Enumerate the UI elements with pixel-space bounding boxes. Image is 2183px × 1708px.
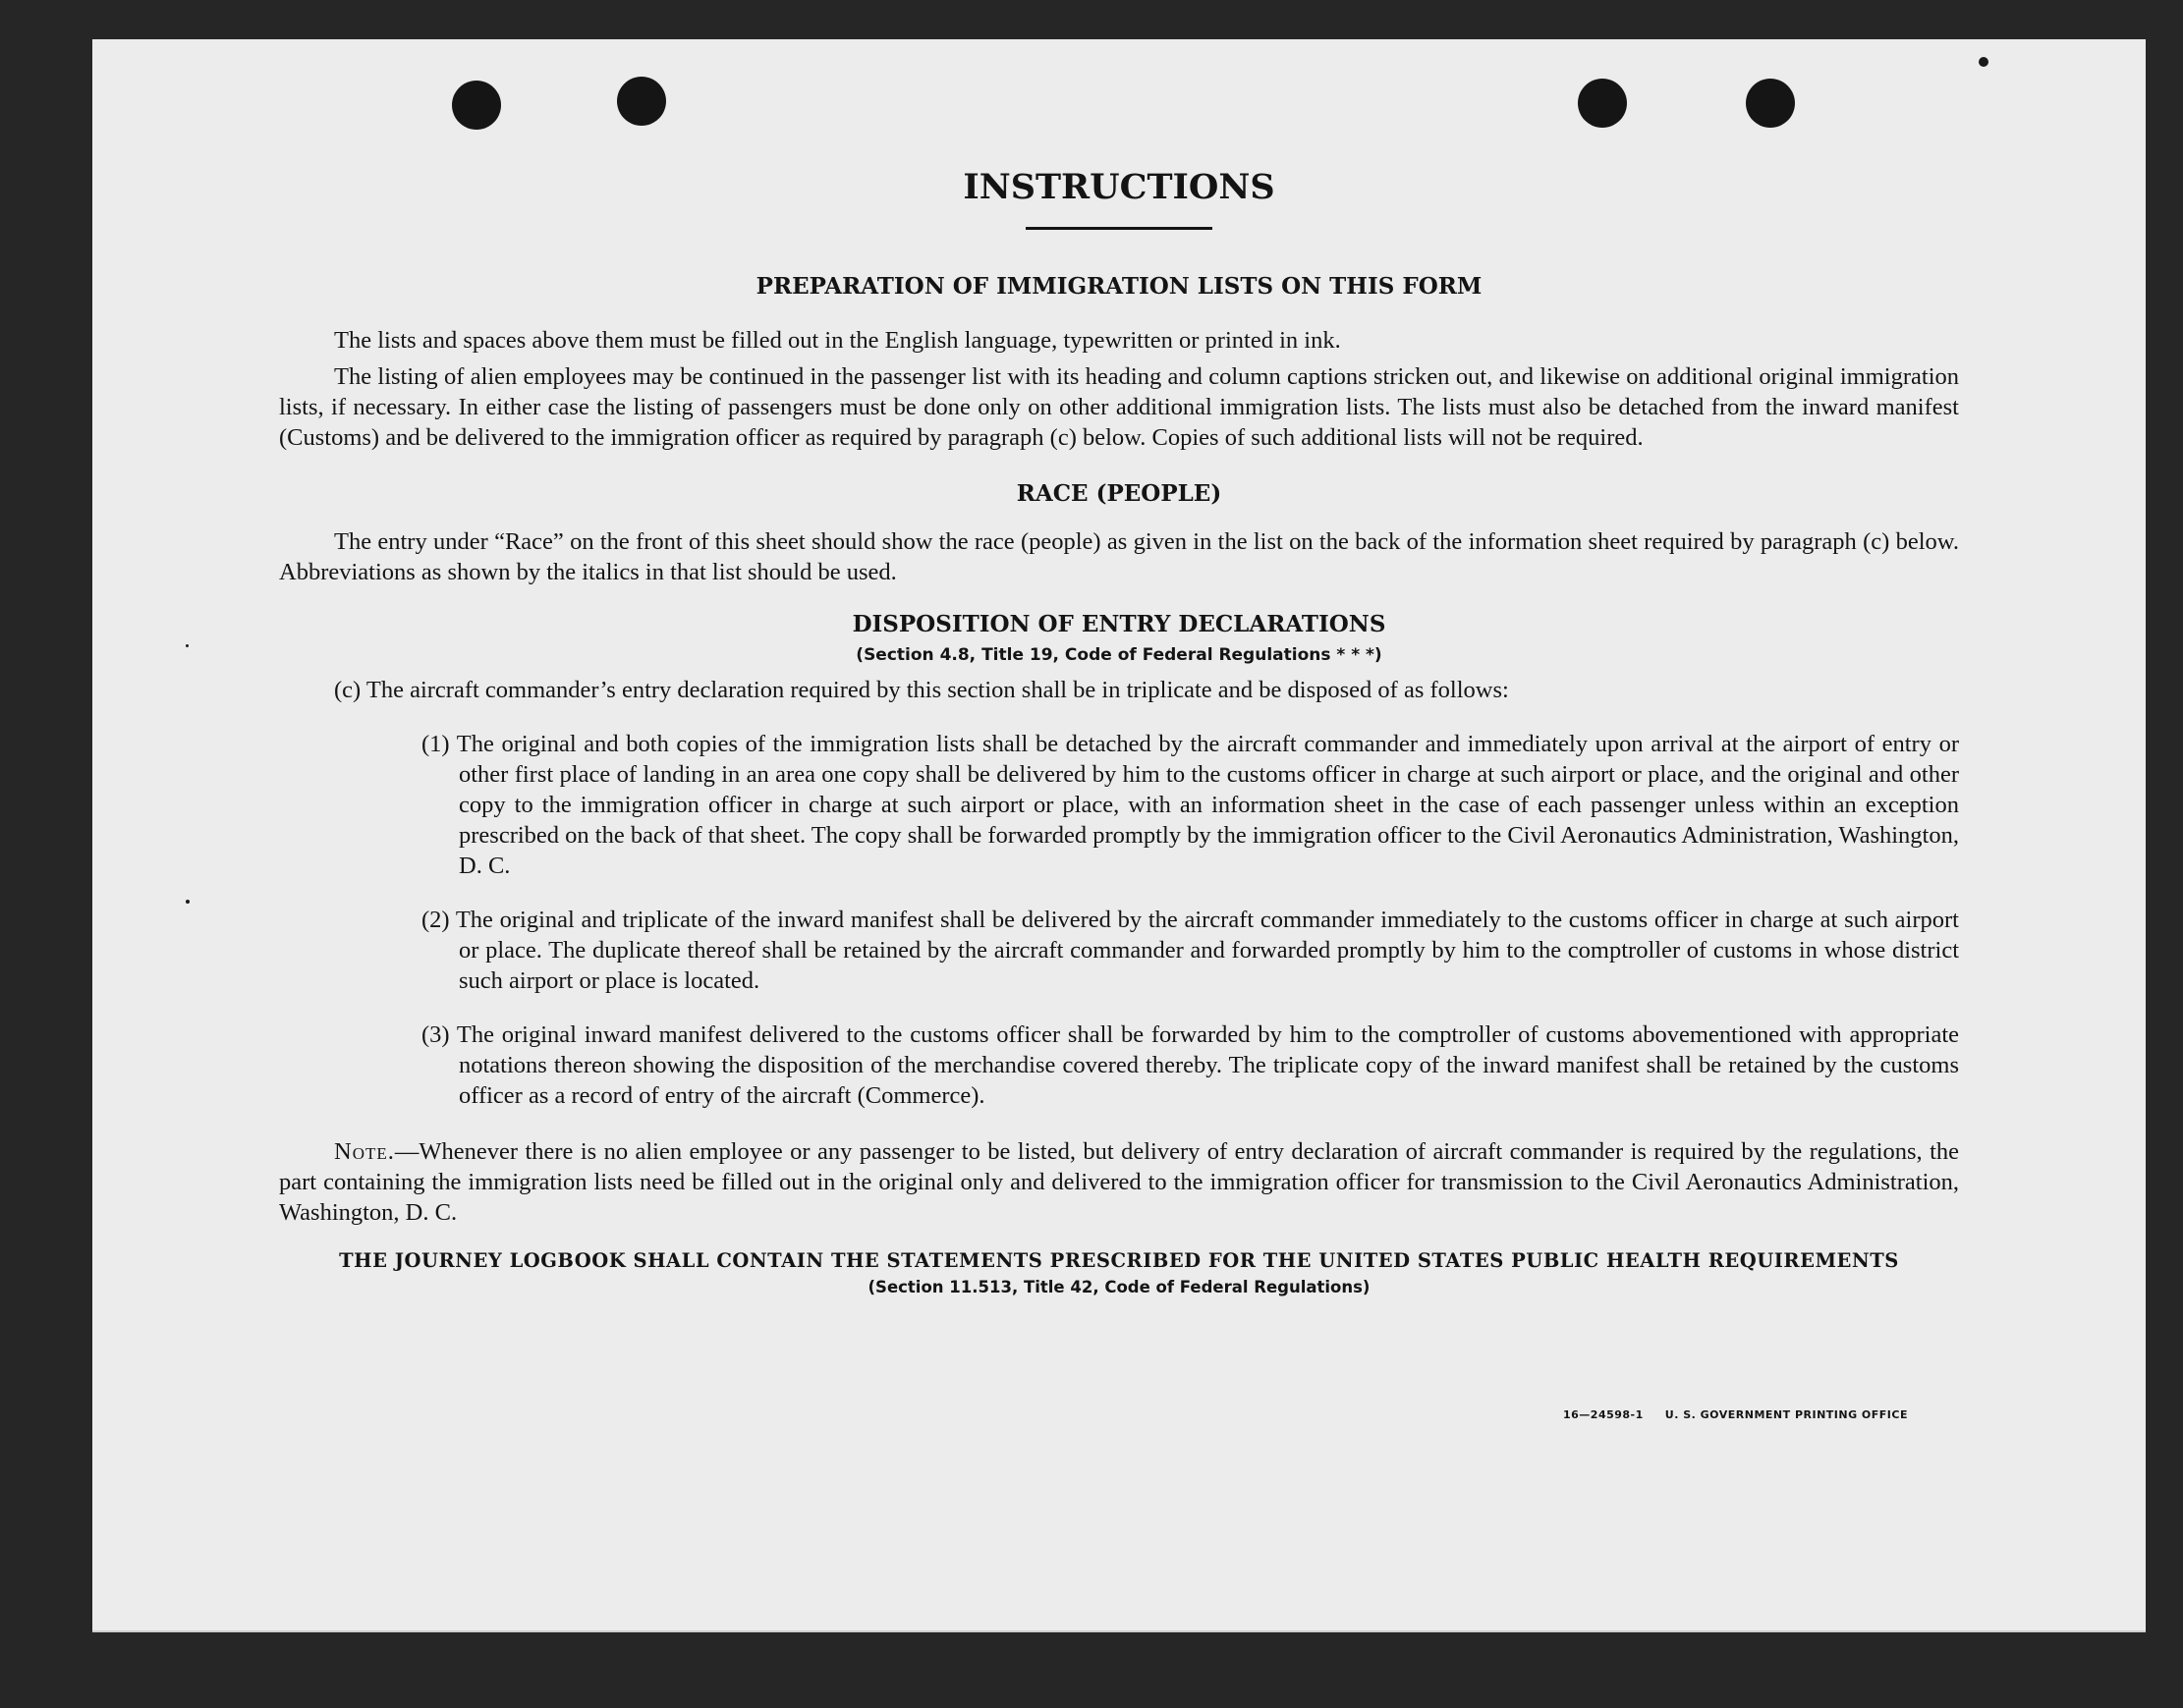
punch-hole-4 [1746, 79, 1795, 128]
form-number: 16—24598-1 [1562, 1408, 1644, 1421]
document-page [92, 39, 2146, 1632]
instructions-body [279, 130, 1959, 1296]
disposition-item-2: (2) The original and triplicate of the inward manifest shall be delivered by the aircraft commander immediately to the customs officer in charge at such airport or place. The duplicate thereof shall be retained by the aircraft commander and forwarded promptly by him to the comptroller of customs in whose district such airport or place is located. [421, 907, 1959, 994]
punch-hole-1 [452, 81, 501, 130]
race-paragraph: The entry under “Race” on the front of this sheet should show the race (people) as given in the list on the back of the information sheet required by paragraph (c) below. Abbreviations as shown by the italics in that list should be used. [279, 528, 1959, 585]
ink-speck [186, 900, 190, 904]
page-title: INSTRUCTIONS [963, 167, 1275, 207]
note-label: Note. [334, 1138, 395, 1165]
punch-hole-3 [1578, 79, 1627, 128]
disposition-item-3: (3) The original inward manifest delivered to the customs officer shall be forwarded by him to the comptroller of customs abovementioned with appropriate notations thereon showing the disposition of the merchandise covered thereby. The triplicate copy of the inward manifest shall be retained by the customs officer as a record of entry of the aircraft (Commerce). [421, 1021, 1959, 1109]
disposition-citation: (Section 4.8, Title 19, Code of Federal Regulations * * *) [856, 645, 1382, 665]
preparation-paragraph-2: The listing of alien employees may be continued in the passenger list with its heading and column captions stricken out, and likewise on additional original immigration lists, if necessary. In either case the listing of passengers must be done only on other additional immigration lists. The lists must also be detached from the inward manifest (Customs) and be delivered to the immigration officer as required by paragraph (c) below. Copies of such additional lists will not be required. [279, 363, 1959, 451]
note-text: —Whenever there is no alien employee or any passenger to be listed, but delivery of entry declaration of aircraft commander is required by the regulations, the part containing the immigration lists need be filled out in the original only and delivered to the immigration officer for transmission to the Civil Aeronautics Administration, Washington, D. C. [279, 1138, 1959, 1226]
section-heading-race: RACE (PEOPLE) [1016, 480, 1222, 507]
ink-speck [1979, 57, 1988, 67]
punch-hole-2 [617, 77, 666, 126]
section-heading-disposition: DISPOSITION OF ENTRY DECLARATIONS [852, 611, 1386, 637]
ink-speck [186, 644, 189, 647]
health-requirements-citation: (Section 11.513, Title 42, Code of Federal Regulations) [868, 1278, 1371, 1296]
note-paragraph [279, 1136, 1959, 1228]
health-requirements-statement: THE JOURNEY LOGBOOK SHALL CONTAIN THE STATEMENTS PRESCRIBED FOR THE UNITED STATES PUBLIC HEALTH REQUIREMENTS [339, 1249, 1899, 1272]
title-rule [1026, 227, 1212, 230]
section-heading-preparation: PREPARATION OF IMMIGRATION LISTS ON THIS FORM [756, 273, 1483, 300]
disposition-item-1: (1) The original and both copies of the immigration lists shall be detached by the aircraft commander and immediately upon arrival at the airport of entry or other first place of landing in an area one copy shall be delivered by him to the customs officer in charge at such airport or place, and the original and other copy to the immigration officer in charge at such airport or place, with an information sheet in the case of each passenger unless within an exception prescribed on the back of that sheet. The copy shall be forwarded promptly by the immigration officer to the Civil Aeronautics Administration, Washington, D. C. [421, 731, 1959, 879]
printer-imprint [1563, 1408, 1908, 1421]
disposition-intro: (c) The aircraft commander’s entry declaration required by this section shall be in triplicate and be disposed of as follows: [334, 677, 1509, 703]
printer-name: U. S. GOVERNMENT PRINTING OFFICE [1664, 1408, 1908, 1421]
preparation-paragraph-1: The lists and spaces above them must be filled out in the English language, typewritten or printed in ink. [334, 327, 1341, 354]
